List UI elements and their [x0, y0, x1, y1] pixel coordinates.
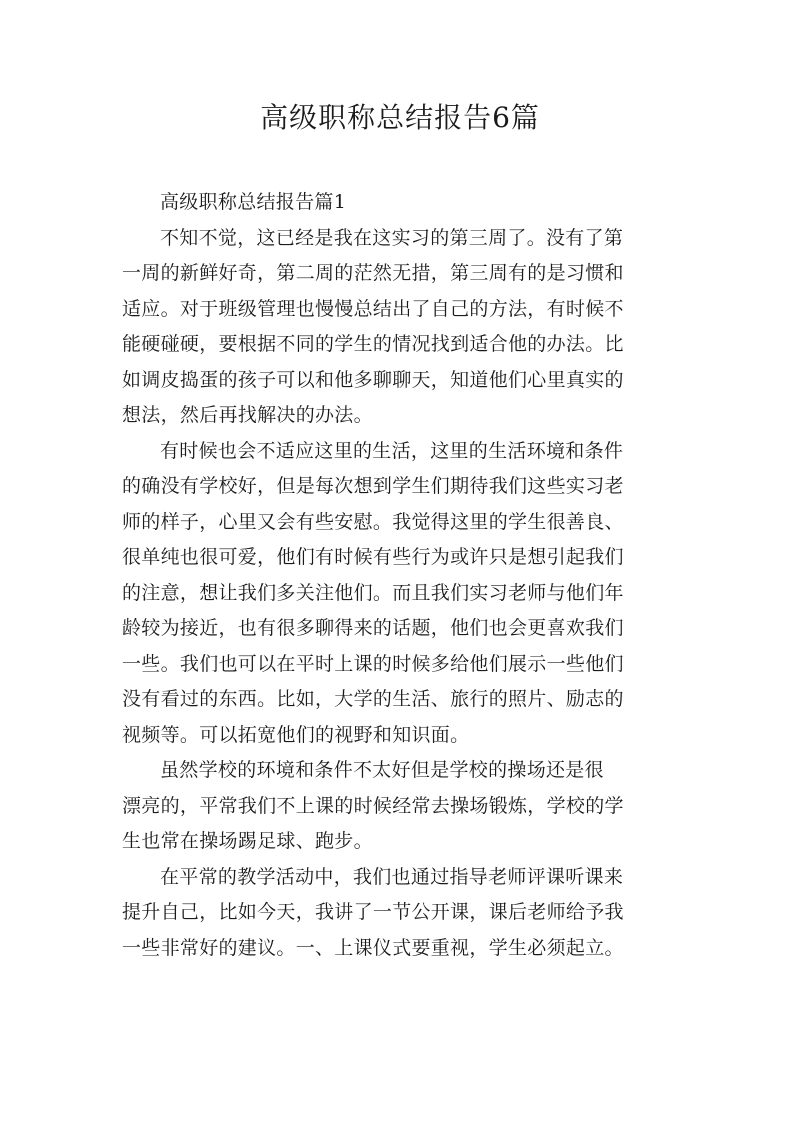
document-title: 高级职称总结报告6篇	[260, 101, 540, 134]
paragraph-line: 有时候也会不适应这里的生活，这里的生活环境和条件	[160, 439, 624, 462]
paragraph-line: 视频等。可以拓宽他们的视野和知识面。	[122, 723, 470, 746]
document-body	[122, 185, 686, 966]
paragraph-1	[122, 221, 686, 434]
paragraph-line: 在平常的教学活动中，我们也通过指导老师评课听课来	[160, 865, 624, 888]
paragraph-line: 师的样子，心里又会有些安慰。我觉得这里的学生很善良、	[122, 510, 624, 533]
paragraph-line: 很单纯也很可爱，他们有时候有些行为或许只是想引起我们	[122, 546, 624, 568]
paragraph-line: 不知不觉，这已经是我在这实习的第三周了。没有了第	[160, 226, 624, 249]
paragraph-line: 一些。我们也可以在平时上课的时候多给他们展示一些他们	[122, 652, 624, 675]
paragraph-line: 如调皮捣蛋的孩子可以和他多聊聊天，知道他们心里真实的	[122, 368, 624, 391]
paragraph-line: 漂亮的，平常我们不上课的时候经常去操场锻炼，学校的学	[122, 794, 624, 817]
section-heading: 高级职称总结报告篇1	[160, 191, 347, 213]
paragraph-line: 提升自己，比如今天，我讲了一节公开课，课后老师给予我	[122, 901, 624, 923]
paragraph-3	[122, 753, 686, 860]
paragraph-line: 一些非常好的建议。一、上课仪式要重视，学生必须起立。	[122, 936, 624, 959]
paragraph-line: 虽然学校的环境和条件不太好但是学校的操场还是很	[160, 759, 604, 781]
paragraph-4	[122, 860, 686, 967]
paragraph-2	[122, 434, 686, 754]
paragraph-line: 没有看过的东西。比如，大学的生活、旅行的照片、励志的	[122, 688, 624, 710]
paragraph-line: 能硬碰硬，要根据不同的学生的情况找到适合他的办法。比	[122, 333, 624, 355]
paragraph-line: 的注意，想让我们多关注他们。而且我们实习老师与他们年	[122, 581, 624, 604]
paragraph-line: 一周的新鲜好奇，第二周的茫然无措，第三周有的是习惯和	[122, 262, 624, 284]
paragraph-line: 生也常在操场踢足球、跑步。	[122, 830, 373, 852]
paragraph-line: 的确没有学校好，但是每次想到学生们期待我们这些实习老	[122, 475, 624, 497]
paragraph-line: 龄较为接近，也有很多聊得来的话题，他们也会更喜欢我们	[122, 617, 624, 639]
paragraph-line: 适应。对于班级管理也慢慢总结出了自己的方法，有时候不	[122, 297, 624, 320]
paragraph-line: 想法，然后再找解决的办法。	[122, 404, 373, 426]
